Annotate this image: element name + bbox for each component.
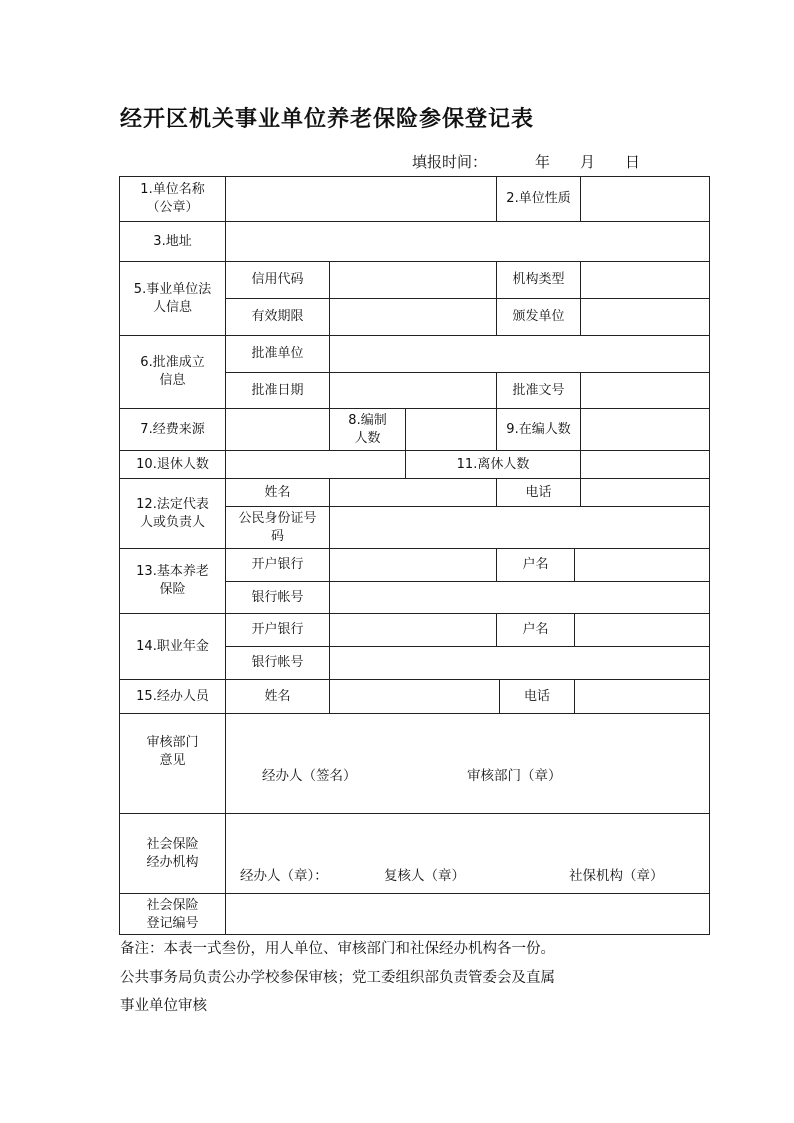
field-handler-name[interactable] xyxy=(329,679,499,713)
field-bank[interactable] xyxy=(329,548,496,581)
label-handler-phone: 电话 xyxy=(499,679,574,713)
field-bank2[interactable] xyxy=(329,613,496,646)
note-line-1: 备注：本表一式叁份，用人单位、审核部门和社保经办机构各一份。 xyxy=(120,941,555,957)
field-id-no[interactable] xyxy=(329,506,710,548)
label-quota: 8.编制 人数 xyxy=(329,408,405,450)
field-account-no2[interactable] xyxy=(329,646,710,679)
label-separated: 11.离休人数 xyxy=(405,450,580,478)
si-handler-label: 经办人（章）： xyxy=(240,868,328,884)
field-validity[interactable] xyxy=(329,298,496,335)
field-handler-phone[interactable] xyxy=(574,679,710,713)
label-rep-phone: 电话 xyxy=(496,478,580,506)
review-stamp-label: 审核部门（章） xyxy=(467,768,562,784)
field-org-type[interactable] xyxy=(580,261,710,298)
label-bank2: 开户银行 xyxy=(225,613,329,646)
field-retired[interactable] xyxy=(225,450,405,478)
field-quota[interactable] xyxy=(405,408,496,450)
si-checker-label: 复核人（章） xyxy=(384,868,465,884)
label-si-agency: 社会保险 经办机构 xyxy=(119,813,225,893)
field-review-dept[interactable] xyxy=(225,713,710,813)
label-account-name2: 户名 xyxy=(496,613,574,646)
label-account-no: 银行帐号 xyxy=(225,581,329,613)
label-si-reg-no: 社会保险 登记编号 xyxy=(119,893,225,935)
label-basic-pension: 13.基本养老 保险 xyxy=(119,548,225,613)
label-annuity: 14.职业年金 xyxy=(119,613,225,679)
label-credit-code: 信用代码 xyxy=(225,261,329,298)
label-approval-info: 6.批准成立 信息 xyxy=(119,335,225,408)
form-title: 经开区机关事业单位养老保险参保登记表 xyxy=(120,106,535,132)
label-handler: 15.经办人员 xyxy=(119,679,225,713)
field-separated[interactable] xyxy=(580,450,710,478)
field-si-reg-no[interactable] xyxy=(225,893,710,935)
field-on-staff[interactable] xyxy=(580,408,710,450)
note-line-2: 公共事务局负责公办学校参保审核；党工委组织部负责管委会及直属 xyxy=(120,970,555,986)
field-credit-code[interactable] xyxy=(329,261,496,298)
note-line-3: 事业单位审核 xyxy=(120,998,207,1014)
label-id-no: 公民身份证号 码 xyxy=(225,506,329,548)
field-funding[interactable] xyxy=(225,408,329,450)
field-approve-doc[interactable] xyxy=(580,372,710,408)
label-legal-rep: 12.法定代表 人或负责人 xyxy=(119,478,225,548)
label-handler-name: 姓名 xyxy=(225,679,329,713)
label-address: 3.地址 xyxy=(119,221,225,261)
month-label: 月 xyxy=(580,153,596,171)
fill-date-line xyxy=(412,151,640,172)
si-stamp-label: 社保机构（章） xyxy=(569,868,664,884)
field-issuer[interactable] xyxy=(580,298,710,335)
label-legal-info: 5.事业单位法 人信息 xyxy=(119,261,225,335)
day-label: 日 xyxy=(625,153,641,171)
field-unit-nature[interactable] xyxy=(580,176,710,221)
field-rep-phone[interactable] xyxy=(580,478,710,506)
label-rep-name: 姓名 xyxy=(225,478,329,506)
label-validity: 有效期限 xyxy=(225,298,329,335)
label-account-no2: 银行帐号 xyxy=(225,646,329,679)
label-account-name: 户名 xyxy=(496,548,574,581)
label-approve-doc: 批准文号 xyxy=(496,372,580,408)
label-unit-name: 1.单位名称 （公章） xyxy=(119,176,225,221)
field-account-name[interactable] xyxy=(574,548,710,581)
label-retired: 10.退休人数 xyxy=(119,450,225,478)
field-rep-name[interactable] xyxy=(329,478,496,506)
field-approve-unit[interactable] xyxy=(329,335,710,372)
label-org-type: 机构类型 xyxy=(496,261,580,298)
field-address[interactable] xyxy=(225,221,710,261)
label-review-dept: 审核部门 意见 xyxy=(119,713,225,813)
label-bank: 开户银行 xyxy=(225,548,329,581)
year-label: 年 xyxy=(535,153,551,171)
field-account-no[interactable] xyxy=(329,581,710,613)
field-unit-name[interactable] xyxy=(225,176,496,221)
field-account-name2[interactable] xyxy=(574,613,710,646)
fill-date-label: 填报时间： xyxy=(412,153,488,171)
label-on-staff: 9.在编人数 xyxy=(496,408,580,450)
label-approve-date: 批准日期 xyxy=(225,372,329,408)
label-funding: 7.经费来源 xyxy=(119,408,225,450)
field-approve-date[interactable] xyxy=(329,372,496,408)
label-approve-unit: 批准单位 xyxy=(225,335,329,372)
label-issuer: 颁发单位 xyxy=(496,298,580,335)
label-unit-nature: 2.单位性质 xyxy=(496,176,580,221)
review-signer-label: 经办人（签名） xyxy=(262,768,357,784)
